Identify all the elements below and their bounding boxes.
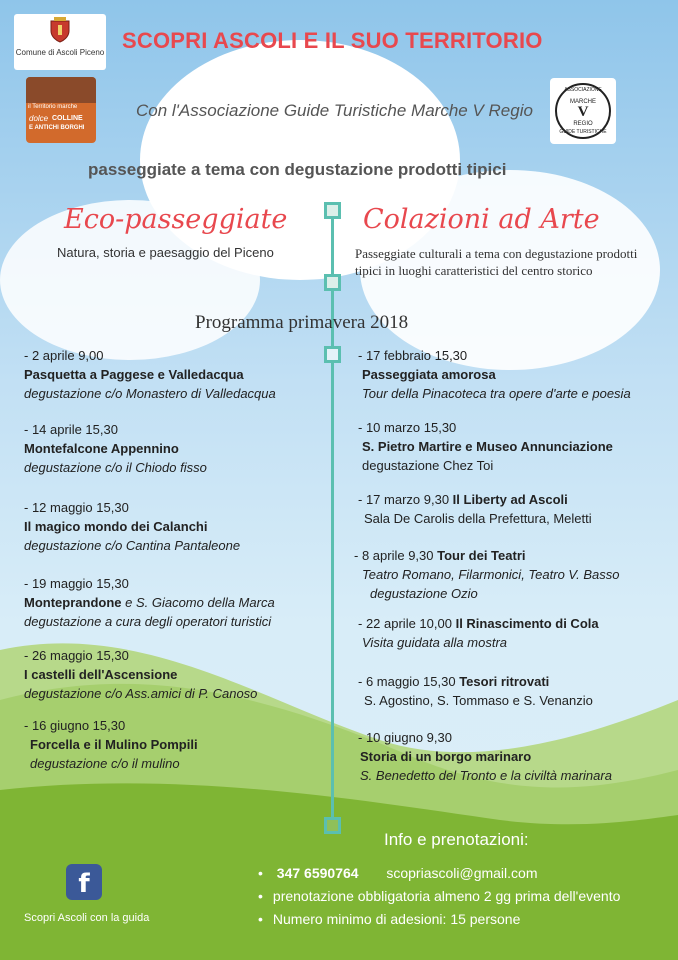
colline-logo-line2: E ANTICHI BORGHI — [29, 125, 85, 131]
event-name: Tesori ritrovati — [459, 674, 550, 689]
eco-description: Natura, storia e paesaggio del Piceno — [57, 245, 274, 260]
event-name: Storia di un borgo marinaro — [360, 749, 532, 764]
event-date: - 17 marzo 9,30 — [358, 492, 450, 507]
page-title: SCOPRI ASCOLI E IL SUO TERRITORIO — [122, 28, 543, 53]
comune-logo-text: Comune di Ascoli Piceno — [15, 48, 105, 57]
event-detail: S. Agostino, S. Tommaso e S. Venanzio — [364, 693, 593, 708]
event-item — [24, 646, 257, 703]
event-detail: S. Benedetto del Tronto e la civiltà marinara — [360, 768, 612, 783]
event-item — [24, 716, 198, 773]
info-title: Info e prenotazioni: — [384, 830, 529, 849]
event-item — [354, 546, 619, 603]
event-item — [24, 420, 207, 477]
event-date: - 19 maggio 15,30 — [24, 576, 129, 591]
event-date: - 16 giugno 15,30 — [24, 718, 126, 733]
event-detail: degustazione c/o il Chiodo fisso — [24, 460, 207, 475]
event-name: Montefalcone Appennino — [24, 441, 179, 456]
event-name: Il magico mondo dei Calanchi — [24, 519, 208, 534]
event-date: - 2 aprile 9,00 — [24, 348, 104, 363]
event-date: - 14 aprile 15,30 — [24, 422, 118, 437]
event-date: - 22 aprile 10,00 — [358, 616, 452, 631]
colline-logo-top: il Territorio marche — [28, 104, 78, 110]
event-date: - 10 marzo 15,30 — [358, 420, 457, 435]
timeline-line — [331, 212, 334, 832]
minimum-note: • Numero minimo di adesioni: 15 persone — [258, 908, 620, 931]
event-detail: degustazione c/o Ass.amici di P. Canoso — [24, 686, 258, 701]
event-item — [358, 728, 612, 785]
event-name: Forcella e il Mulino Pompili — [30, 737, 198, 752]
event-name: Monteprandone — [24, 595, 122, 610]
contact-line — [258, 862, 620, 885]
event-name: Pasquetta a Paggese e Valledacqua — [24, 367, 244, 382]
timeline-marker — [324, 817, 341, 834]
event-item — [358, 672, 593, 710]
event-date: - 26 maggio 15,30 — [24, 648, 129, 663]
event-detail: Tour della Pinacoteca tra opere d'arte e poesia — [362, 386, 631, 401]
arte-description: Passeggiate culturali a tema con degustazione prodotti tipici in luoghi caratteristici del centro storico — [355, 246, 638, 278]
arte-title: Colazioni ad Arte — [363, 204, 600, 235]
facebook-caption[interactable]: Scopri Ascoli con la guida — [24, 912, 150, 924]
event-detail: degustazione c/o Monastero di Valledacqua — [24, 386, 276, 401]
booking-note: • prenotazione obbligatoria almeno 2 gg prima dell'evento — [258, 885, 620, 908]
association-logo-mid1: MARCHE — [569, 99, 596, 105]
colline-logo-script: dolce — [29, 114, 49, 123]
event-name: Il Liberty ad Ascoli — [452, 492, 568, 507]
event-name: Il Rinascimento di Cola — [455, 616, 599, 631]
association-logo-top: ASSOCIAZIONE — [564, 87, 602, 93]
event-detail: degustazione a cura degli operatori turistici — [24, 614, 272, 629]
event-name: S. Pietro Martire e Museo Annunciazione — [362, 439, 613, 454]
association-logo-mid2: REGIO — [573, 121, 593, 127]
event-date: - 6 maggio 15,30 — [358, 674, 456, 689]
event-name: Tour dei Teatri — [437, 548, 526, 563]
subtitle: Con l'Associazione Guide Turistiche Marche V Regio — [136, 101, 533, 120]
event-item — [358, 346, 631, 403]
event-date: - 8 aprile 9,30 — [354, 548, 434, 563]
phone-number[interactable]: 347 6590764 — [276, 865, 359, 881]
event-detail: degustazione c/o il mulino — [30, 756, 180, 771]
program-heading: Programma primavera 2018 — [195, 312, 409, 333]
info-list — [258, 862, 620, 931]
colline-logo-line1: COLLINE — [52, 115, 83, 122]
timeline-marker — [324, 274, 341, 291]
coat-of-arms-icon — [49, 17, 71, 43]
event-detail-2: degustazione Ozio — [370, 586, 478, 601]
event-date: - 17 febbraio 15,30 — [358, 348, 468, 363]
tagline: passeggiate a tema con degustazione prodotti tipici — [88, 160, 507, 179]
event-item — [24, 574, 275, 631]
event-item — [24, 498, 240, 555]
event-detail: degustazione Chez Toi — [362, 458, 494, 473]
event-detail: Visita guidata alla mostra — [362, 635, 508, 650]
event-name: I castelli dell'Ascensione — [24, 667, 178, 682]
colline-logo — [26, 77, 96, 143]
event-detail: degustazione c/o Cantina Pantaleone — [24, 538, 241, 553]
comune-logo — [14, 14, 106, 70]
event-name-suffix: e S. Giacomo della Marca — [121, 595, 275, 610]
event-item — [358, 490, 592, 528]
email-link[interactable]: scopriascoli@gmail.com — [386, 865, 538, 881]
association-logo-bottom: GUIDE TURISTICHE — [559, 129, 607, 135]
timeline-marker — [324, 202, 341, 219]
event-date: - 10 giugno 9,30 — [358, 730, 452, 745]
association-logo — [550, 78, 616, 144]
facebook-icon[interactable]: f — [66, 864, 102, 900]
association-logo-v: V — [577, 104, 589, 120]
event-date: - 12 maggio 15,30 — [24, 500, 129, 515]
event-item — [358, 418, 613, 475]
event-detail: Teatro Romano, Filarmonici, Teatro V. Basso — [362, 567, 620, 582]
timeline-marker — [324, 346, 341, 363]
event-item — [24, 346, 276, 403]
event-item — [358, 614, 599, 652]
event-detail: Sala De Carolis della Prefettura, Meletti — [364, 511, 592, 526]
eco-title: Eco-passeggiate — [64, 204, 288, 235]
event-name: Passeggiata amorosa — [362, 367, 496, 382]
